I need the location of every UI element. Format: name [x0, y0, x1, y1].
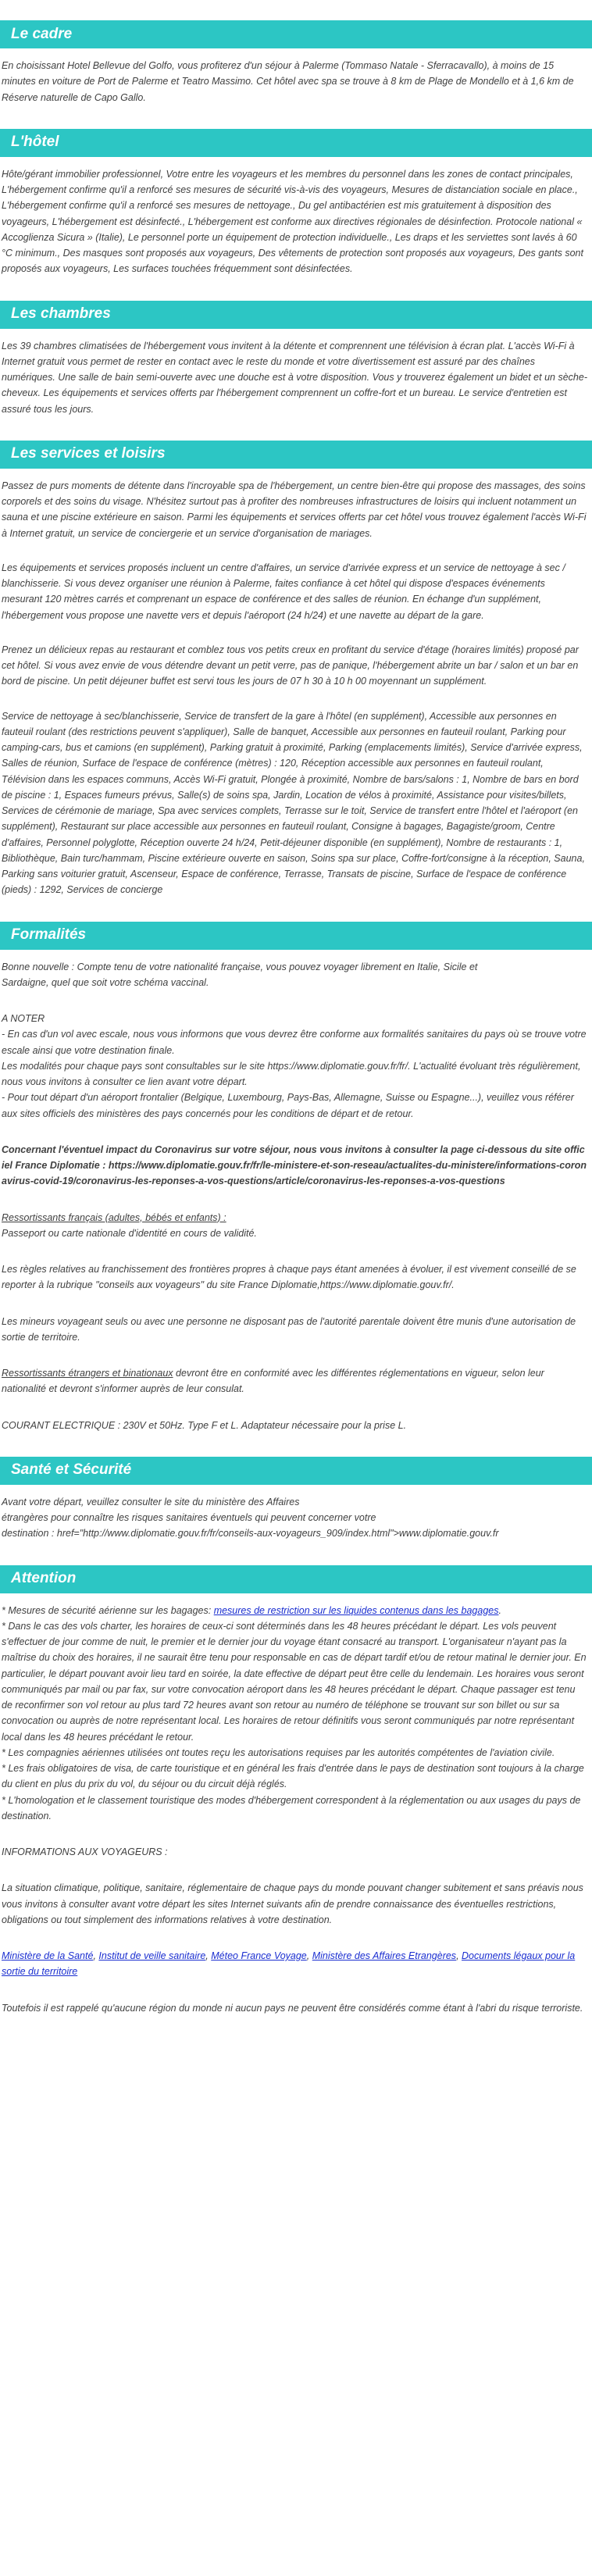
anoter-block	[2, 1011, 587, 1122]
anoter-line-2: Les modalités pour chaque pays sont consultables sur le site https://www.diplomatie.gouv.fr/fr/. L'actualité évoluant très régulièrement, nous vous invitons à consulter ce lien avant votre départ.	[2, 1060, 581, 1087]
section-services	[2, 441, 587, 898]
services-paragraph-1: Passez de purs moments de détente dans l'incroyable spa de l'hébergement, un centre bien-être qui propose des massages, des soins corporels et des soins du visage. N'hésitez surtout pas à profiter des nombreuses infrastructures de loisirs qui incluent notamment un sauna et une piscine extérieure en saison. Parmi les équipements et services offerts par cet hôtel vous trouvez également l'accès Wi-Fi à Internet gratuit, un service de conciergerie et un service d'organisation de mariages.	[2, 480, 587, 539]
services-paragraph-3: Prenez un délicieux repas au restaurant et comblez tous vos petits creux en profitant du service d'étage (horaires limités) proposé par cet hôtel. Si vous avez envie de vous détendre devant un petit verre, pas de panique, l'hébergement abrite un bar / salon et un bar en bord de piscine. Un petit déjeuner buffet est servi tous les jours de 07 h 30 à 10 h 00 moyennant un supplément.	[2, 644, 579, 687]
bullet-baggage-suffix: .	[498, 1604, 501, 1616]
section-sante	[2, 1457, 587, 1542]
info-text: La situation climatique, politique, sanitaire, réglementaire de chaque pays du monde pouvant changer subitement et sans préavis nous vous invitons à consulter avant votre départ les sites Internet suivants afin de prendre connaissance des éventuelles restrictions, obligations ou tout simplement des informations relatives à votre destination.	[2, 1882, 583, 1925]
french-nationals-text: Passeport ou carte nationale d'identité en cours de validité.	[2, 1227, 257, 1239]
bullet-classification: * L'homologation et le classement touristique des modes d'hébergement correspondent à la réglementation ou aux usages du pays de destination.	[2, 1794, 581, 1821]
anoter-line-1: - En cas d'un vol avec escale, nous vous informons que vous devrez être conforme aux formalités sanitaires du pays où se trouve votre escale ainsi que votre destination finale.	[2, 1029, 587, 1056]
link-meteo-france[interactable]: Méteo France Voyage	[211, 1950, 307, 1961]
formalites-intro	[2, 959, 587, 991]
anoter-line-3: - Pour tout départ d'un aéroport frontalier (Belgique, Luxembourg, Pays-Bas, Allemagne, Suisse ou Espagne...), veuillez vous référer aux sites officiels des ministères des pays concernés pour les conditions de départ et de retour.	[2, 1092, 574, 1119]
hotel-text: Hôte/gérant immobilier professionnel, Votre entre les voyageurs et les membres du personnel dans les zones de contact principales, L'hébergement confirme qu'il a renforcé ses mesures de sécurité vis-à-vis des voyageurs, Mesures de distanciation sociale en place., L'hébergement confirme qu'il a renforcé ses mesures de nettoyage., Du gel antibactérien est mis gratuitement à disposition des voyageurs, L'hébergement est désinfecté., L'hébergement est conforme aux directives régionales de désinfection. Protocole national « Accoglienza Sicura » (Italie), Le personnel porte un équipement de protection individuelle., Les draps et les serviettes sont lavés à 60 °C minimum., Des masques sont proposés aux voyageurs, Des vêtements de protection sont proposés aux voyageurs, Des gants sont proposés aux voyageurs, Les surfaces touchées fréquemment sont désinfectées.	[2, 168, 583, 275]
info-links: Ministère de la Santé, Institut de veille sanitaire, Méteo France Voyage, Ministère des Affaires Etrangères, Documents légaux pour la sortie du territoire	[2, 1950, 576, 1978]
liquids-restriction-link[interactable]: mesures de restriction sur les liquides contenus dans les bagages	[213, 1604, 499, 1616]
section-header-formalites: Formalités	[0, 922, 592, 950]
minors-text: Les mineurs voyageant seuls ou avec une personne ne disposant pas de l'autorité parentale doivent être munis d'une autorisation de sortie de territoire.	[2, 1315, 576, 1343]
sante-line-3: destination : href="http://www.diplomatie.gouv.fr/fr/conseils-aux-voyageurs_909/index.html">www.diplomatie.gouv.fr	[2, 1528, 499, 1540]
formalites-intro-line-1: Bonne nouvelle : Compte tenu de votre nationalité française, vous pouvez voyager librement en Italie, Sicile et	[2, 961, 478, 972]
link-documents-legaux[interactable]: Documents légaux pour la sortie du territoire	[2, 1950, 576, 1978]
foreign-nationals-heading: Ressortissants étrangers et binationaux	[2, 1368, 173, 1379]
section-header-sante: Santé et Sécurité	[0, 1457, 592, 1485]
section-chambres	[2, 301, 587, 417]
section-cadre	[2, 20, 587, 105]
section-header-hotel: L'hôtel	[0, 129, 592, 157]
services-paragraph-2: Les équipements et services proposés incluent un centre d'affaires, un service d'arrivée express et un service de nettoyage à sec / blanchisserie. Si vous devez organiser une réunion à Palerme, faites confiance à cet hôtel qui dispose d'espaces événements mesurant 120 mètres carrés et comprenant un espace de conférence et des salles de réunion. En échange d'un supplément, l'hébergement vous propose une navette vers et depuis l'aéroport (24 h/24) et une navette au départ de la gare.	[2, 562, 565, 621]
bullet-baggage	[2, 1605, 501, 1616]
attention-bullets	[2, 1603, 587, 1825]
info-heading: INFORMATIONS AUX VOYAGEURS :	[2, 1846, 168, 1857]
link-veille-sanitaire[interactable]: Institut de veille sanitaire	[98, 1950, 206, 1961]
section-header-services: Les services et loisirs	[0, 441, 592, 469]
cadre-text: En choisissant Hotel Bellevue del Golfo, vous profiterez d'un séjour à Palerme (Tommaso Natale - Sferracavallo), à moins de 15 minutes en voiture de Port de Palerme et Teatro Massimo. Cet hôtel avec spa se trouve à 8 km de Plage de Mondello et à 1,6 km de Réserve naturelle de Capo Gallo.	[2, 60, 574, 103]
bullet-airlines: * Les compagnies aériennes utilisées ont toutes reçu les autorisations requises par les autorités compétentes de l'aviation civile.	[2, 1746, 555, 1758]
section-header-cadre: Le cadre	[0, 20, 592, 48]
sante-line-2: étrangères pour connaître les risques sanitaires éventuels qui peuvent concerner votre	[2, 1512, 376, 1523]
link-affaires-etrangeres[interactable]: Ministère des Affaires Etrangères	[312, 1950, 457, 1961]
services-paragraph-4: Service de nettoyage à sec/blanchisserie, Service de transfert de la gare à l'hôtel (en supplément), Accessible aux personnes en fauteuil roulant (des restrictions peuvent s'appliquer), Salle de banquet, Accessible aux personnes en fauteuil roulant, Parking pour camping-cars, bus et camions (en supplément), Parking gratuit à proximité, Parking (emplacements limités), Service d'arrivée express, Salles de réunion, Surface de l'espace de conférence (mètres) : 120, Réception accessible aux personnes en fauteuil roulant, Télévision dans les espaces communs, Accès Wi-Fi gratuit, Plongée à proximité, Nombre de bars/salons : 1, Nombre de bars en bord de piscine : 1, Espaces fumeurs prévus, Salle(s) de soins spa, Jardin, Location de vélos à proximité, Assistance pour visites/billets, Services de cérémonie de mariage, Spa avec services complets, Terrasse sur le toit, Service de transfert entre l'hôtel et l'aéroport (en supplément), Restaurant sur place accessible aux personnes en fauteuil roulant, Consigne à bagages, Bagagiste/groom, Centre d'affaires, Personnel polyglotte, Réception ouverte 24 h/24, Petit-déjeuner disponible (en supplément), Nombre de restaurants : 1, Bibliothèque, Bain turc/hammam, Piscine extérieure ouverte en saison, Soins spa sur place, Coffre-fort/consigne à la réception, Sauna, Parking sans voiturier gratuit, Ascenseur, Espace de conférence, Terrasse, Transats de piscine, Surface de l'espace de conférence (pieds) : 1292, Services de concierge	[2, 710, 585, 896]
formalites-intro-line-2: Sardaigne, quel que soit votre schéma vaccinal.	[2, 976, 209, 988]
bullet-charter: * Dans le cas des vols charter, les horaires de ceux-ci sont déterminés dans les 48 heures précédant le départ. Les vols peuvent s'effectuer de jour comme de nuit, le premier et le dernier jour du voyage étant consacré au transport. L'organisateur n'ayant pas la maîtrise du choix des horaires, il ne saurait être tenu pour responsable en cas de départ tardif et/ou de retour matinal le dernier jour. En particulier, le départ pouvant avoir lieu tard en soirée, la date effective de départ peut être celle du lendemain. Les horaires vous seront communiqués par mail ou par fax, sur votre convocation aéroport dans les 48 heures précédant le départ. Chaque passager est tenu de reconfirmer son vol retour au plus tard 72 heures avant son retour au numéro de téléphone se trouvant sur son billet ou sur sa convocation ou auprès de notre représentant local. Les horaires de retour définitifs vous seront communiqués par notre représentant local dans les 48 heures précédant le retour.	[2, 1620, 587, 1743]
sante-line-1: Avant votre départ, veuillez consulter le site du ministère des Affaires	[2, 1496, 300, 1507]
link-ministere-sante[interactable]: Ministère de la Santé	[2, 1950, 94, 1961]
section-attention	[2, 1565, 587, 2016]
terrorism-notice: Toutefois il est rappelé qu'aucune région du monde ni aucun pays ne peuvent être considérés comme étant à l'abri du risque terroriste.	[2, 2002, 583, 2014]
bullet-baggage-prefix: * Mesures de sécurité aérienne sur les bagages:	[2, 1604, 214, 1616]
chambres-text: Les 39 chambres climatisées de l'hébergement vous invitent à la détente et comprennent une télévision à écran plat. L'accès Wi-Fi à Internet gratuit vous permet de rester en contact avec le reste du monde et votre divertissement est assuré par des chaînes numériques. Une salle de bain semi-ouverte avec une douche est à votre disposition. Vous y trouverez également un bidet et un sèche-cheveux. Les équipements et services offerts par l'hébergement comprennent un coffre-fort et un bureau. Le service d'entretien est assuré tous les jours.	[2, 340, 587, 415]
section-header-chambres: Les chambres	[0, 301, 592, 329]
sante-text	[2, 1494, 587, 1542]
section-hotel	[2, 129, 587, 277]
section-formalites	[2, 922, 587, 1433]
anoter-heading: A NOTER	[2, 1013, 45, 1024]
border-rules-text: Les règles relatives au franchissement des frontières propres à chaque pays étant amenées à évoluer, il est vivement conseillé de se reporter à la rubrique "conseils aux voyageurs" du site France Diplomatie,https://www.diplomatie.gouv.fr/.	[2, 1264, 576, 1291]
covid-notice: Concernant l'éventuel impact du Coronavirus sur votre séjour, nous vous invitons à consulter la page ci-dessous du site officiel France Diplomatie : https://www.diplomatie.gouv.fr/fr/le-ministere-et-son-reseau/actualites-du-ministere/informations-coronavirus-covid-19/coronavirus-les-reponses-a-vos-questions/article/coronavirus-les-reponses-a-vos-questions	[2, 1144, 587, 1187]
section-header-attention: Attention	[0, 1565, 592, 1593]
bullet-fees: * Les frais obligatoires de visa, de carte touristique et en général les frais d'entrée dans le pays de destination sont toujours à la charge du client en plus du prix du vol, du séjour ou du circuit déjà réglés.	[2, 1763, 584, 1790]
french-nationals-heading: Ressortissants français (adultes, bébés et enfants) :	[2, 1211, 226, 1223]
electric-current-text: COURANT ELECTRIQUE : 230V et 50Hz. Type F et L. Adaptateur nécessaire pour la prise L.	[2, 1419, 407, 1431]
french-nationals-block	[2, 1210, 587, 1242]
foreign-nationals-block	[2, 1365, 587, 1397]
foreign-nationals-text: devront être en conformité avec les différentes réglementations en vigueur, selon leur nationalité et devront s'informer auprès de leur consulat.	[2, 1368, 544, 1395]
